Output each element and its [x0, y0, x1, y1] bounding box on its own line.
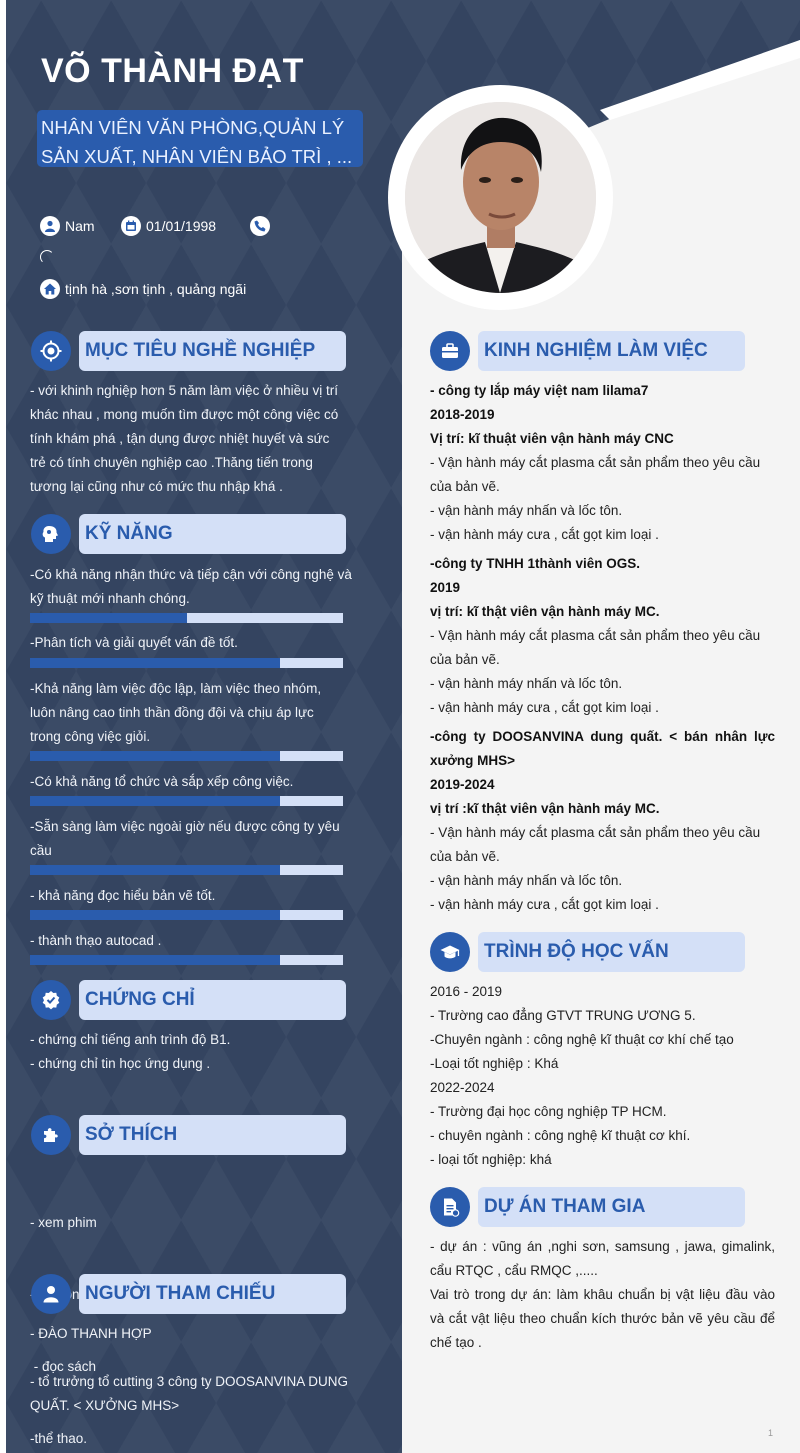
phone-icon — [250, 216, 270, 236]
skill-bar-fill — [30, 796, 280, 806]
phone-info — [250, 216, 275, 236]
text-line: khác nhau , mong muốn tìm được một công việc có — [30, 407, 339, 422]
job-duty: - vận hành máy cưa , cắt gọt kim loại . — [430, 897, 659, 912]
text-line: trong công việc giỏi. — [30, 729, 151, 744]
section-heading: KỸ NĂNG — [79, 514, 346, 554]
text-line: - với khinh nghiệp hơn 5 năm làm việc ở nhiều vị trí — [30, 383, 338, 398]
job-position: Vị trí: kĩ thuật viên vận hành máy CNC — [430, 431, 674, 446]
job-entry — [430, 725, 775, 917]
job-title — [37, 110, 363, 167]
avatar — [405, 102, 596, 293]
objective-text — [30, 379, 356, 499]
section-heading: CHỨNG CHỈ — [79, 980, 346, 1020]
skill-item — [30, 770, 356, 794]
text-line: - dự án : vũng án ,nghi sơn, samsung , jawa, gimalink, — [430, 1239, 775, 1254]
job-entry — [430, 379, 775, 547]
skill-item — [30, 563, 356, 611]
job-years: 2018-2019 — [430, 407, 495, 422]
skill-bar — [30, 613, 343, 623]
user-icon — [40, 216, 60, 236]
list-item: - xem phim — [30, 1215, 97, 1230]
skill-item — [30, 677, 356, 749]
references-text — [30, 1322, 356, 1418]
list-item: - chứng chỉ tiếng anh trình độ B1. — [30, 1032, 231, 1047]
skill-bar — [30, 865, 343, 875]
section-heading: KINH NGHIỆM LÀM VIỆC — [478, 331, 745, 371]
briefcase-icon — [430, 331, 470, 371]
text-line: trẻ có tính chuyên nghiệp cao .Thăng tiến trong — [30, 455, 313, 470]
text-line: -Khả năng làm việc độc lập, làm việc theo nhóm, — [30, 681, 322, 696]
skill-bar-fill — [30, 865, 280, 875]
projects-text — [430, 1235, 775, 1355]
text-line: QUẤT. < XƯỞNG MHS> — [30, 1398, 180, 1413]
skill-bar-fill — [30, 751, 280, 761]
company-name: -công ty TNHH 1thành viên OGS. — [430, 556, 641, 571]
text-line: - chuyên ngành : công nghệ kĩ thuật cơ khí. — [430, 1128, 691, 1143]
job-entry — [430, 552, 775, 720]
text-line: 2016 - 2019 — [430, 984, 503, 999]
job-duty: - vận hành máy cưa , cắt gọt kim loại . — [430, 700, 659, 715]
birthday-info — [121, 216, 216, 236]
text-line: - thành thạo autocad . — [30, 933, 162, 948]
text-line: -Có khả năng tổ chức và sắp xếp công việc. — [30, 774, 294, 789]
certificates-list — [30, 1028, 356, 1076]
section-heading: SỞ THÍCH — [79, 1115, 346, 1155]
address-value: tịnh hà ,sơn tịnh , quảng ngãi — [65, 281, 247, 297]
job-duty: của bản vẽ. — [430, 479, 500, 494]
skill-item — [30, 631, 356, 655]
text-line: -Sẵn sàng làm việc ngoài giờ nếu được công ty yêu — [30, 819, 340, 834]
skill-bar-fill — [30, 955, 280, 965]
text-line: Vai trò trong dự án: làm khâu chuẩn bị vật liệu đầu vào — [430, 1287, 775, 1302]
brain-icon — [31, 514, 71, 554]
birthday-value: 01/01/1998 — [146, 218, 217, 234]
list-item: - đọc sách — [30, 1359, 97, 1374]
text-line: - ĐÀO THANH HỢP — [30, 1326, 152, 1341]
text-line — [30, 1346, 356, 1370]
text-line: cầu — [30, 843, 52, 858]
text-line: 2022-2024 — [430, 1080, 495, 1095]
skill-bar — [30, 796, 343, 806]
skill-bar — [30, 658, 343, 668]
job-duty: của bản vẽ. — [430, 652, 500, 667]
job-duty: - vận hành máy nhấn và lốc tôn. — [430, 503, 623, 518]
job-duty: - vận hành máy nhấn và lốc tôn. — [430, 873, 623, 888]
skill-item — [30, 815, 356, 863]
job-position: vị trí :kĩ thật viên vận hành máy MC. — [430, 801, 660, 816]
job-duty: - vận hành máy nhấn và lốc tôn. — [430, 676, 623, 691]
text-line: -Chuyên ngành : công nghệ kĩ thuật cơ khí chế tạo — [430, 1032, 734, 1047]
target-icon — [31, 331, 71, 371]
skill-bar — [30, 910, 343, 920]
section-heading: TRÌNH ĐỘ HỌC VẤN — [478, 932, 745, 972]
text-line: tương lại cũng như có mức thu nhập khá . — [30, 479, 283, 494]
job-years: 2019-2024 — [430, 777, 495, 792]
text-line: - Trường đại học công nghiệp TP HCM. — [430, 1104, 667, 1119]
home-icon — [40, 279, 60, 299]
text-line: và cắt vật liệu theo chuẩn kích thước bản vẽ yêu cầu để — [430, 1311, 775, 1326]
education-text — [430, 980, 775, 1172]
email-icon — [40, 250, 54, 264]
text-line: luôn nâng cao tinh thần đồng đội và chịu áp lực — [30, 705, 314, 720]
list-item: - chứng chỉ tin học ứng dụng . — [30, 1056, 211, 1071]
job-duty: - Vận hành máy cắt plasma cắt sản phẩm theo yêu cầu — [430, 455, 761, 470]
section-heading: NGƯỜI THAM CHIẾU — [79, 1274, 346, 1314]
job-title-line: SẢN XUẤT, NHÂN VIÊN BẢO TRÌ , ... — [41, 146, 353, 167]
skill-bar-fill — [30, 658, 280, 668]
gender-info — [40, 216, 95, 236]
text-line: - khả năng đọc hiểu bản vẽ tốt. — [30, 888, 216, 903]
skill-bar — [30, 955, 343, 965]
job-duty: - Vận hành máy cắt plasma cắt sản phẩm theo yêu cầu — [430, 628, 761, 643]
job-duty: - Vận hành máy cắt plasma cắt sản phẩm theo yêu cầu — [430, 825, 761, 840]
calendar-icon — [121, 216, 141, 236]
job-years: 2019 — [430, 580, 461, 595]
user-icon — [31, 1274, 71, 1314]
text-line: tính khám phá , tận dụng được nhiệt huyết và sức — [30, 431, 330, 446]
candidate-name: VÕ THÀNH ĐẠT — [41, 52, 304, 90]
text-line: cẩu RTQC , cẩu RMQC ,..... — [430, 1263, 598, 1278]
section-heading: DỰ ÁN THAM GIA — [478, 1187, 745, 1227]
skill-item — [30, 929, 356, 953]
text-line: - Trường cao đẳng GTVT TRUNG ƯƠNG 5. — [430, 1008, 696, 1023]
company-name: xưởng MHS> — [430, 753, 516, 768]
text-line: -Phân tích và giải quyết vấn đề tốt. — [30, 635, 238, 650]
job-position: vị trí: kĩ thật viên vận hành máy MC. — [430, 604, 660, 619]
job-title-line: NHÂN VIÊN VĂN PHÒNG,QUẢN LÝ — [41, 117, 345, 138]
skill-bar — [30, 751, 343, 761]
graduation-cap-icon — [430, 932, 470, 972]
badge-check-icon — [31, 980, 71, 1020]
company-name: - công ty lắp máy việt nam lilama7 — [430, 383, 649, 398]
text-line: -Loại tốt nghiệp : Khá — [430, 1056, 559, 1071]
document-icon — [430, 1187, 470, 1227]
skill-bar-fill — [30, 910, 280, 920]
page-number: 1 — [768, 1428, 774, 1438]
address-info — [40, 279, 246, 299]
text-line: kỹ thuật mới nhanh chóng. — [30, 591, 190, 606]
text-line: - tổ trưởng tổ cutting 3 công ty DOOSANVINA DUNG — [30, 1374, 349, 1389]
text-line: chế tạo . — [430, 1335, 482, 1350]
job-duty: của bản vẽ. — [430, 849, 500, 864]
company-name: -công ty DOOSANVINA dung quất. < bán nhân lực — [430, 729, 775, 744]
skill-item — [30, 884, 356, 908]
gender-value: Nam — [65, 218, 95, 234]
text-line: - loại tốt nghiệp: khá — [430, 1152, 552, 1167]
text-line: -Có khả năng nhận thức và tiếp cận với công nghệ và — [30, 567, 352, 582]
section-heading: MỤC TIÊU NGHỀ NGHIỆP — [79, 331, 346, 371]
list-item: bóng — [57, 1287, 88, 1302]
puzzle-icon — [31, 1115, 71, 1155]
job-duty: - vận hành máy cưa , cắt gọt kim loại . — [430, 527, 659, 542]
skill-bar-fill — [30, 613, 187, 623]
list-item: -thể thao. — [30, 1431, 88, 1446]
